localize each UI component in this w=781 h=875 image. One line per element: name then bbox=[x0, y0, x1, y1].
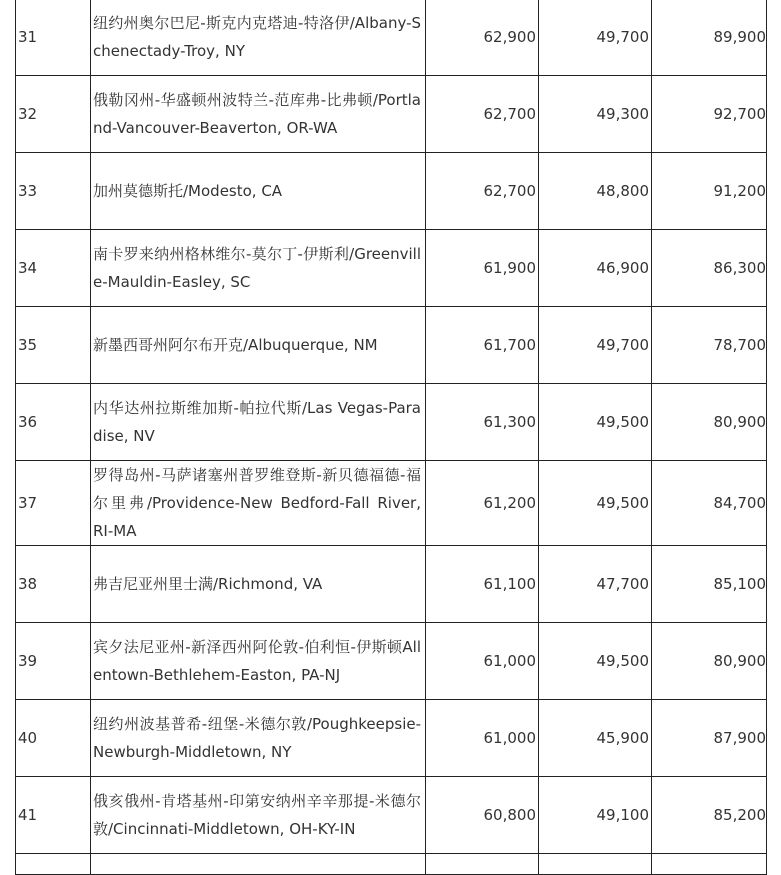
table-row bbox=[16, 76, 767, 153]
value-cell-2: 46,900 bbox=[539, 230, 652, 307]
empty-cell bbox=[91, 854, 426, 875]
value-cell-1: 61,900 bbox=[426, 230, 539, 307]
table-row bbox=[16, 230, 767, 307]
metro-area-cell: 纽约州波基普希-纽堡-米德尔敦/Poughkeepsie-Newburgh-Middletown, NY bbox=[91, 700, 426, 777]
rank-cell: 32 bbox=[16, 76, 91, 153]
value-cell-3: 85,100 bbox=[652, 546, 767, 623]
rank-cell: 34 bbox=[16, 230, 91, 307]
metro-area-cell: 罗得岛州-马萨诸塞州普罗维登斯-新贝德福德-福尔里弗/Providence-New Bedford-Fall River, RI-MA bbox=[91, 461, 426, 546]
table-row bbox=[16, 307, 767, 384]
value-cell-2: 49,100 bbox=[539, 777, 652, 854]
value-cell-1: 61,000 bbox=[426, 623, 539, 700]
empty-cell bbox=[539, 854, 652, 875]
rank-cell: 33 bbox=[16, 153, 91, 230]
value-cell-2: 48,800 bbox=[539, 153, 652, 230]
value-cell-2: 49,300 bbox=[539, 76, 652, 153]
rank-cell: 38 bbox=[16, 546, 91, 623]
income-table-body bbox=[16, 0, 767, 875]
table-row bbox=[16, 546, 767, 623]
value-cell-1: 61,200 bbox=[426, 461, 539, 546]
metro-area-cell: 宾夕法尼亚州-新泽西州阿伦敦-伯利恒-伊斯顿Allentown-Bethlehem-Easton, PA-NJ bbox=[91, 623, 426, 700]
value-cell-1: 61,700 bbox=[426, 307, 539, 384]
metro-area-cell: 加州莫德斯托/Modesto, CA bbox=[91, 153, 426, 230]
empty-cell bbox=[652, 854, 767, 875]
income-table bbox=[15, 0, 767, 875]
value-cell-2: 45,900 bbox=[539, 700, 652, 777]
table-row bbox=[16, 777, 767, 854]
value-cell-3: 89,900 bbox=[652, 0, 767, 76]
metro-area-cell: 南卡罗来纳州格林维尔-莫尔丁-伊斯利/Greenville-Mauldin-Easley, SC bbox=[91, 230, 426, 307]
rank-cell: 40 bbox=[16, 700, 91, 777]
value-cell-1: 61,000 bbox=[426, 700, 539, 777]
value-cell-3: 84,700 bbox=[652, 461, 767, 546]
value-cell-1: 60,800 bbox=[426, 777, 539, 854]
value-cell-3: 86,300 bbox=[652, 230, 767, 307]
value-cell-1: 62,700 bbox=[426, 153, 539, 230]
metro-area-cell: 内华达州拉斯维加斯-帕拉代斯/Las Vegas-Paradise, NV bbox=[91, 384, 426, 461]
value-cell-2: 49,500 bbox=[539, 623, 652, 700]
value-cell-3: 78,700 bbox=[652, 307, 767, 384]
value-cell-3: 80,900 bbox=[652, 384, 767, 461]
empty-cell bbox=[16, 854, 91, 875]
table-row bbox=[16, 623, 767, 700]
table-row-partial bbox=[16, 854, 767, 875]
value-cell-2: 49,700 bbox=[539, 0, 652, 76]
table-row bbox=[16, 700, 767, 777]
value-cell-1: 61,100 bbox=[426, 546, 539, 623]
value-cell-3: 92,700 bbox=[652, 76, 767, 153]
metro-area-cell: 弗吉尼亚州里士满/Richmond, VA bbox=[91, 546, 426, 623]
metro-area-cell: 俄亥俄州-肯塔基州-印第安纳州辛辛那提-米德尔敦/Cincinnati-Middletown, OH-KY-IN bbox=[91, 777, 426, 854]
value-cell-3: 91,200 bbox=[652, 153, 767, 230]
table-row bbox=[16, 153, 767, 230]
rank-cell: 35 bbox=[16, 307, 91, 384]
value-cell-3: 87,900 bbox=[652, 700, 767, 777]
rank-cell: 31 bbox=[16, 0, 91, 76]
value-cell-1: 62,900 bbox=[426, 0, 539, 76]
rank-cell: 41 bbox=[16, 777, 91, 854]
metro-area-cell: 纽约州奥尔巴尼-斯克内克塔迪-特洛伊/Albany-Schenectady-Troy, NY bbox=[91, 0, 426, 76]
empty-cell bbox=[426, 854, 539, 875]
metro-area-cell: 新墨西哥州阿尔布开克/Albuquerque, NM bbox=[91, 307, 426, 384]
rank-cell: 36 bbox=[16, 384, 91, 461]
rank-cell: 39 bbox=[16, 623, 91, 700]
value-cell-2: 49,500 bbox=[539, 461, 652, 546]
metro-area-cell: 俄勒冈州-华盛顿州波特兰-范库弗-比弗顿/Portland-Vancouver-Beaverton, OR-WA bbox=[91, 76, 426, 153]
rank-cell: 37 bbox=[16, 461, 91, 546]
table-row bbox=[16, 0, 767, 76]
value-cell-2: 49,500 bbox=[539, 384, 652, 461]
table-row bbox=[16, 384, 767, 461]
value-cell-3: 80,900 bbox=[652, 623, 767, 700]
table-row bbox=[16, 461, 767, 546]
value-cell-1: 62,700 bbox=[426, 76, 539, 153]
value-cell-2: 47,700 bbox=[539, 546, 652, 623]
value-cell-3: 85,200 bbox=[652, 777, 767, 854]
value-cell-2: 49,700 bbox=[539, 307, 652, 384]
value-cell-1: 61,300 bbox=[426, 384, 539, 461]
